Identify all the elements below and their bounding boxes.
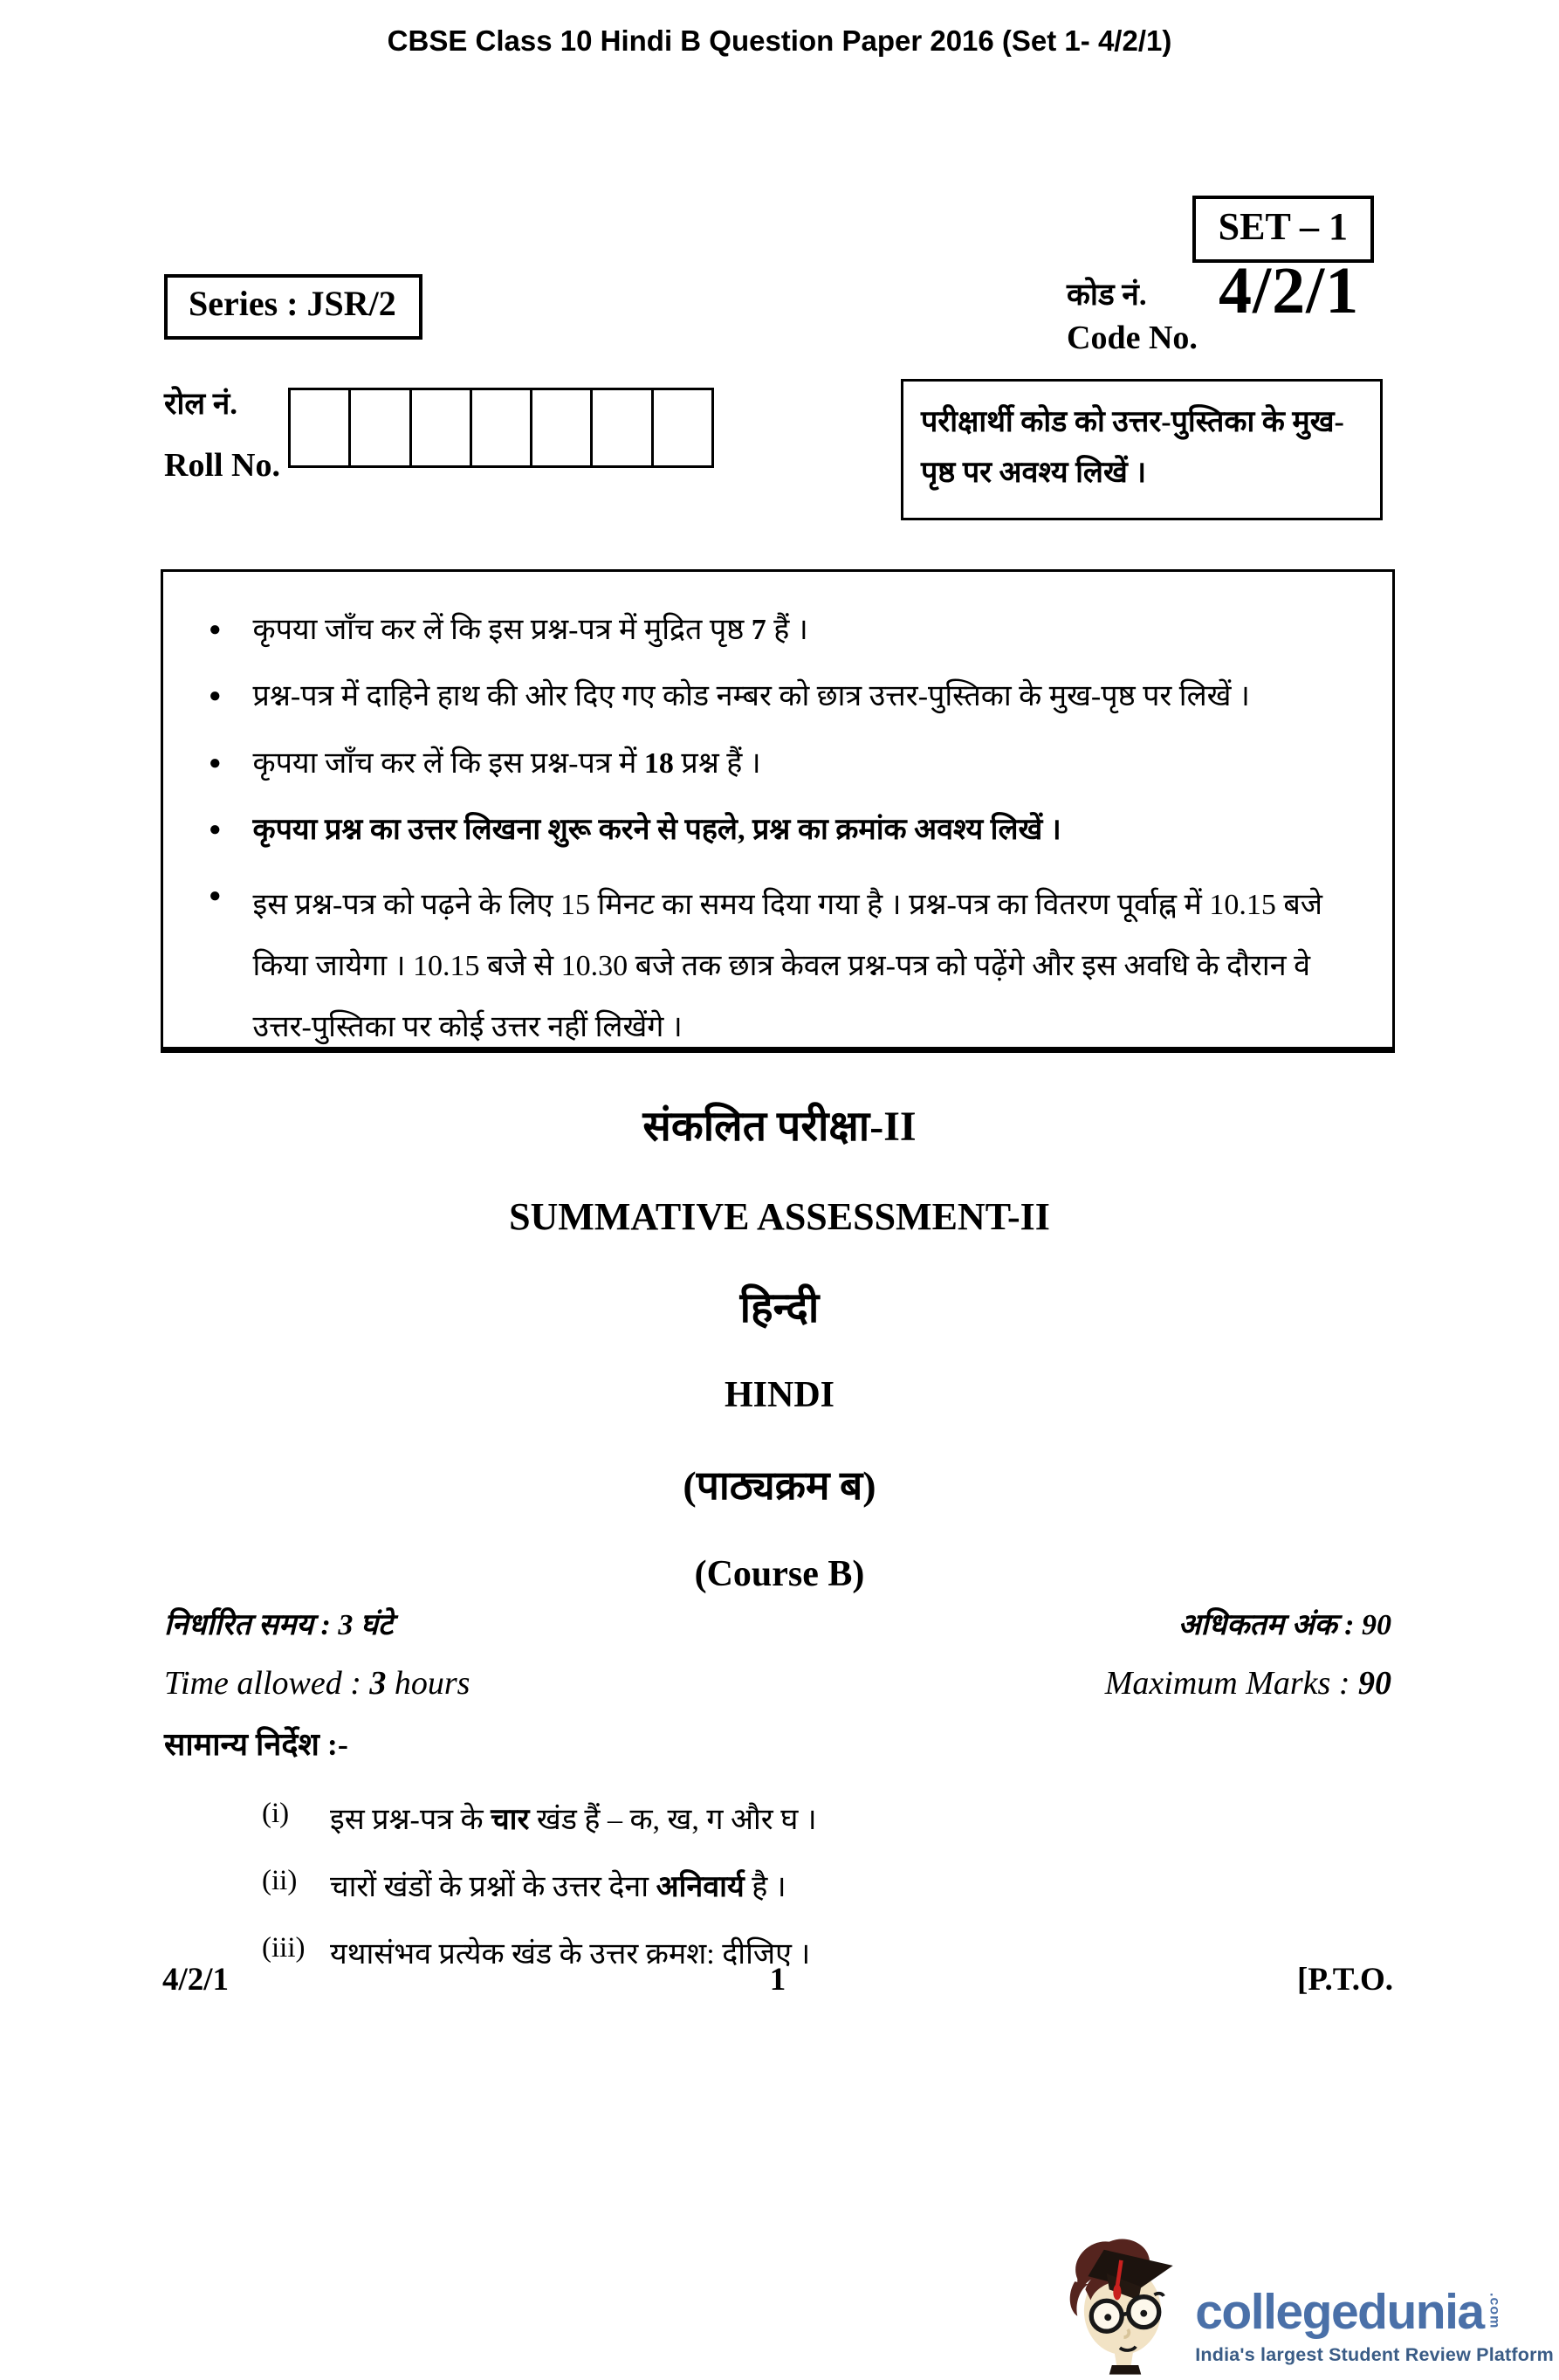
maximum-marks-hindi: अधिकतम अंक : 90 xyxy=(1178,1609,1391,1641)
instruction-bullet xyxy=(202,875,1342,1057)
instruction-text: कृपया जाँच कर लें कि इस प्रश्न-पत्र में मुद्रित पृष्ठ 7 हैं । xyxy=(252,614,808,646)
instruction-text: कृपया जाँच कर लें कि इस प्रश्न-पत्र में 18 प्रश्न हैं । xyxy=(252,746,761,780)
logo-wordmark: collegedunia xyxy=(1195,2284,1484,2340)
general-directions-heading: सामान्य निर्देश :- xyxy=(164,1727,348,1762)
direction-text: इस प्रश्न-पत्र के चार खंड हैं – क, ख, ग और घ । xyxy=(330,1804,817,1836)
direction-text: चारों खंडों के प्रश्नों के उत्तर देना अनिवार्य है । xyxy=(330,1871,786,1903)
instruction-bullet xyxy=(202,675,1342,718)
exam-titles xyxy=(0,1097,1559,1595)
maximum-marks-english: Maximum Marks : 90 xyxy=(1104,1665,1391,1702)
instruction-bullet xyxy=(202,742,1342,785)
general-directions xyxy=(164,1722,1391,1999)
bullet-icon: ● xyxy=(209,751,222,774)
mascot-icon xyxy=(1059,2228,1192,2375)
footer-pto: [P.T.O. xyxy=(1297,1962,1393,1998)
time-marks-row xyxy=(164,1603,1391,1702)
roll-label-english: Roll No. xyxy=(164,447,280,484)
subject-title-hindi: हिन्दी xyxy=(739,1285,820,1331)
logo-tagline: India's largest Student Review Platform xyxy=(1195,2344,1554,2365)
instructions-list xyxy=(202,609,1342,1057)
subject-title-english: HINDI xyxy=(724,1375,835,1415)
exam-title-english: SUMMATIVE ASSESSMENT-II xyxy=(509,1195,1050,1238)
code-label-hindi: कोड नं. xyxy=(1067,278,1147,312)
roll-cell xyxy=(472,390,532,465)
set-badge: SET – 1 xyxy=(1192,196,1374,263)
footer-code: 4/2/1 xyxy=(162,1962,230,1998)
roll-cell xyxy=(351,390,411,465)
code-label-english: Code No. xyxy=(1067,320,1198,357)
instructions-box xyxy=(161,569,1395,1053)
course-title-hindi: (पाठ्यक्रम ब) xyxy=(683,1463,876,1508)
general-directions-list xyxy=(164,1798,1391,1972)
instruction-text: इस प्रश्न-पत्र को पढ़ने के लिए 15 मिनट का समय दिया गया है । प्रश्न-पत्र का वितरण पूर्वाह्न में 10.15 बजे किया जायेगा । 10.15 बजे से 10.30 बजे तक छात्र केवल प्रश्न-पत्र को पढ़ेंगे और इस अवधि के दौरान वे उत्तर-पुस्तिका पर कोई उत्तर नहीं लिखेंगे । xyxy=(252,889,1322,1043)
instruction-text: प्रश्न-पत्र में दाहिने हाथ की ओर दिए गए कोड नम्बर को छात्र उत्तर-पुस्तिका के मुख-पृष्ठ पर लिखें । xyxy=(252,680,1250,713)
bullet-icon: ● xyxy=(209,684,222,708)
candidate-note-box: परीक्षार्थी कोड को उत्तर-पुस्तिका के मुख-पृष्ठ पर अवश्य लिखें । xyxy=(901,379,1383,520)
bullet-icon: ● xyxy=(209,817,222,841)
roll-cell xyxy=(654,390,711,465)
direction-item xyxy=(164,1865,1391,1905)
roll-cell xyxy=(412,390,472,465)
instruction-bullet xyxy=(202,609,1342,651)
roll-cell xyxy=(593,390,653,465)
time-allowed-english: Time allowed : 3 hours xyxy=(164,1665,470,1702)
collegedunia-logo xyxy=(1059,2228,1554,2375)
direction-number: (ii) xyxy=(262,1865,298,1896)
roll-label-hindi: रोल नं. xyxy=(164,387,238,421)
bullet-icon: ● xyxy=(209,884,222,908)
code-number-value: 4/2/1 xyxy=(1219,254,1360,327)
course-title-english: (Course B) xyxy=(694,1554,865,1594)
logo-tld: .com xyxy=(1487,2293,1502,2329)
direction-text: यथासंभव प्रत्येक खंड के उत्तर क्रमश: दीजिए । xyxy=(330,1938,811,1971)
direction-number: (iii) xyxy=(262,1932,306,1964)
footer-page-number: 1 xyxy=(769,1962,786,1998)
page-footer xyxy=(162,1961,1393,1998)
code-number-labels xyxy=(1067,278,1198,358)
instruction-text: कृपया प्रश्न का उत्तर लिखना शुरू करने से पहले, प्रश्न का क्रमांक अवश्य लिखें । xyxy=(252,813,1061,846)
roll-cell xyxy=(532,390,593,465)
exam-title-hindi: संकलित परीक्षा-II xyxy=(642,1104,917,1150)
roll-cell xyxy=(291,390,351,465)
direction-number: (i) xyxy=(262,1798,290,1829)
direction-item xyxy=(164,1798,1391,1838)
page-title: CBSE Class 10 Hindi B Question Paper 2016 (Set 1- 4/2/1) xyxy=(387,24,1172,57)
roll-number-labels xyxy=(164,382,280,485)
bullet-icon: ● xyxy=(209,618,222,641)
time-allowed-hindi: निर्धारित समय : 3 घंटे xyxy=(164,1609,394,1641)
series-badge: Series : JSR/2 xyxy=(164,274,422,340)
roll-number-grid xyxy=(288,388,714,468)
instruction-bullet xyxy=(202,808,1342,851)
